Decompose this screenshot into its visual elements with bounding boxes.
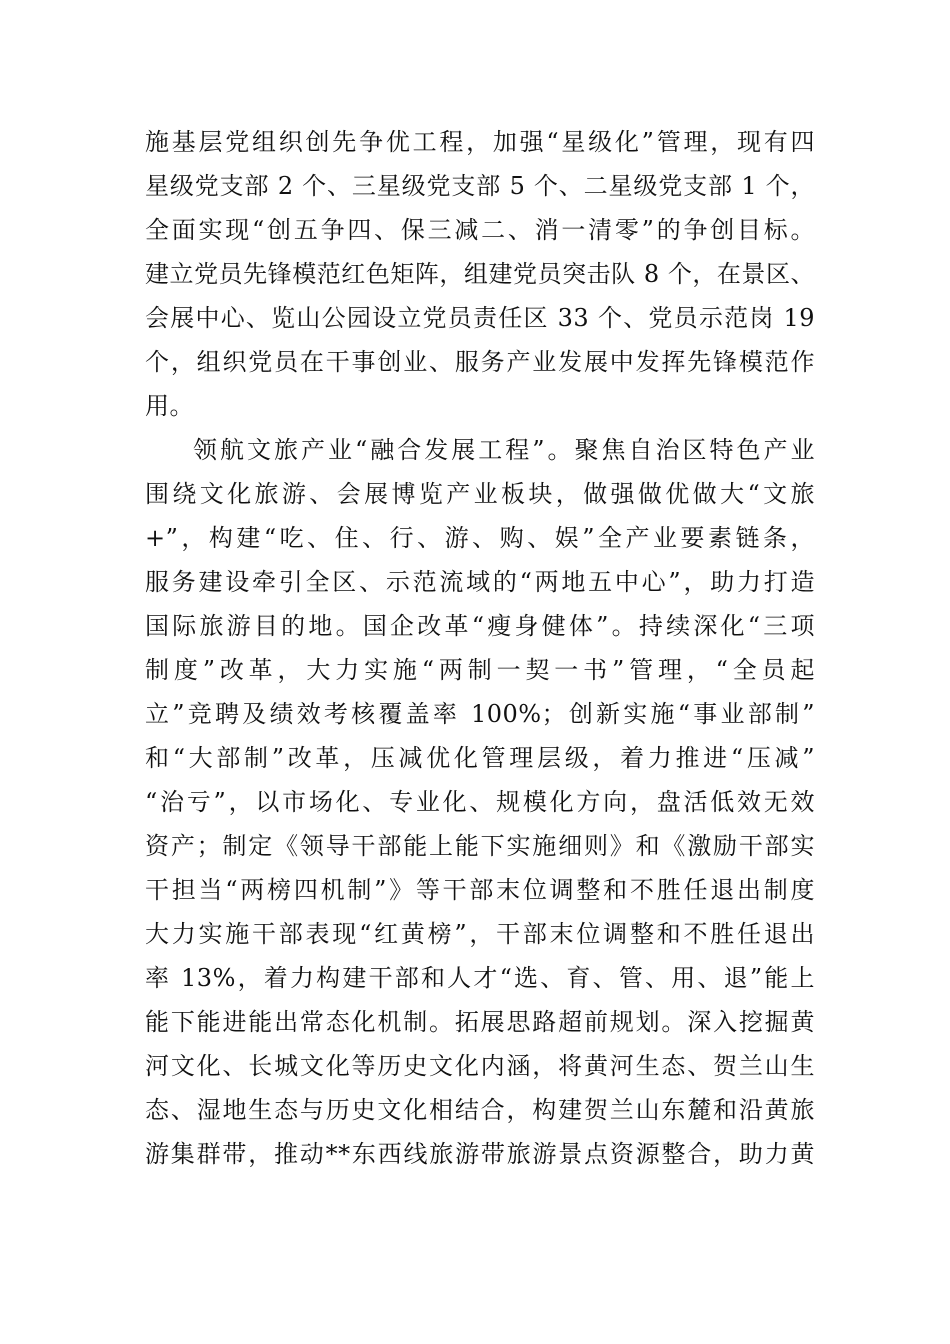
text-line: 能下能进能出常态化机制。拓展思路超前规划。深入挖掘黄: [145, 1008, 815, 1036]
text-line: 大力实施干部表现“红黄榜”，干部末位调整和不胜任退出: [145, 920, 815, 948]
text-line: 率 13%，着力构建干部和人才“选、育、管、用、退”能上: [145, 964, 815, 992]
text-line: 制度”改革，大力实施“两制一契一书”管理，“全员起: [145, 656, 815, 684]
text-line: 领航文旅产业“融合发展工程”。聚焦自治区特色产业: [193, 436, 815, 464]
text-line: 干担当“两榜四机制”》等干部末位调整和不胜任退出制度: [145, 876, 815, 904]
text-line: 立”竞聘及绩效考核覆盖率 100%；创新实施“事业部制”: [145, 700, 815, 728]
text-line: 游集群带，推动**东西线旅游带旅游景点资源整合，助力黄: [145, 1140, 815, 1168]
document-body: [145, 120, 815, 1176]
text-line: “治亏”，以市场化、专业化、规模化方向，盘活低效无效: [145, 788, 815, 816]
text-line: 施基层党组织创先争优工程，加强“星级化”管理，现有四: [145, 128, 815, 156]
text-line: 服务建设牵引全区、示范流域的“两地五中心”，助力打造: [145, 568, 815, 596]
text-line: 全面实现“创五争四、保三减二、消一清零”的争创目标。: [145, 216, 815, 244]
text-line: 建立党员先锋模范红色矩阵，组建党员突击队 8 个，在景区、: [145, 260, 815, 288]
text-line: 星级党支部 2 个、三星级党支部 5 个、二星级党支部 1 个，: [145, 172, 815, 200]
text-line: 围绕文化旅游、会展博览产业板块，做强做优做大“文旅: [145, 480, 815, 508]
text-line: 和“大部制”改革，压减优化管理层级，着力推进“压减”: [145, 744, 815, 772]
text-line: +”，构建“吃、住、行、游、购、娱”全产业要素链条，: [145, 524, 815, 552]
paragraph-1: [145, 120, 815, 428]
text-line: 个，组织党员在干事创业、服务产业发展中发挥先锋模范作: [145, 348, 815, 376]
text-line: 态、湿地生态与历史文化相结合，构建贺兰山东麓和沿黄旅: [145, 1096, 815, 1124]
paragraph-2: [145, 428, 815, 1176]
text-line: 资产；制定《领导干部能上能下实施细则》和《激励干部实: [145, 832, 815, 860]
text-line: 国际旅游目的地。国企改革“瘦身健体”。持续深化“三项: [145, 612, 815, 640]
text-line: 会展中心、览山公园设立党员责任区 33 个、党员示范岗 19: [145, 304, 815, 332]
text-line: 河文化、长城文化等历史文化内涵，将黄河生态、贺兰山生: [145, 1052, 815, 1080]
text-line: 用。: [145, 392, 194, 420]
